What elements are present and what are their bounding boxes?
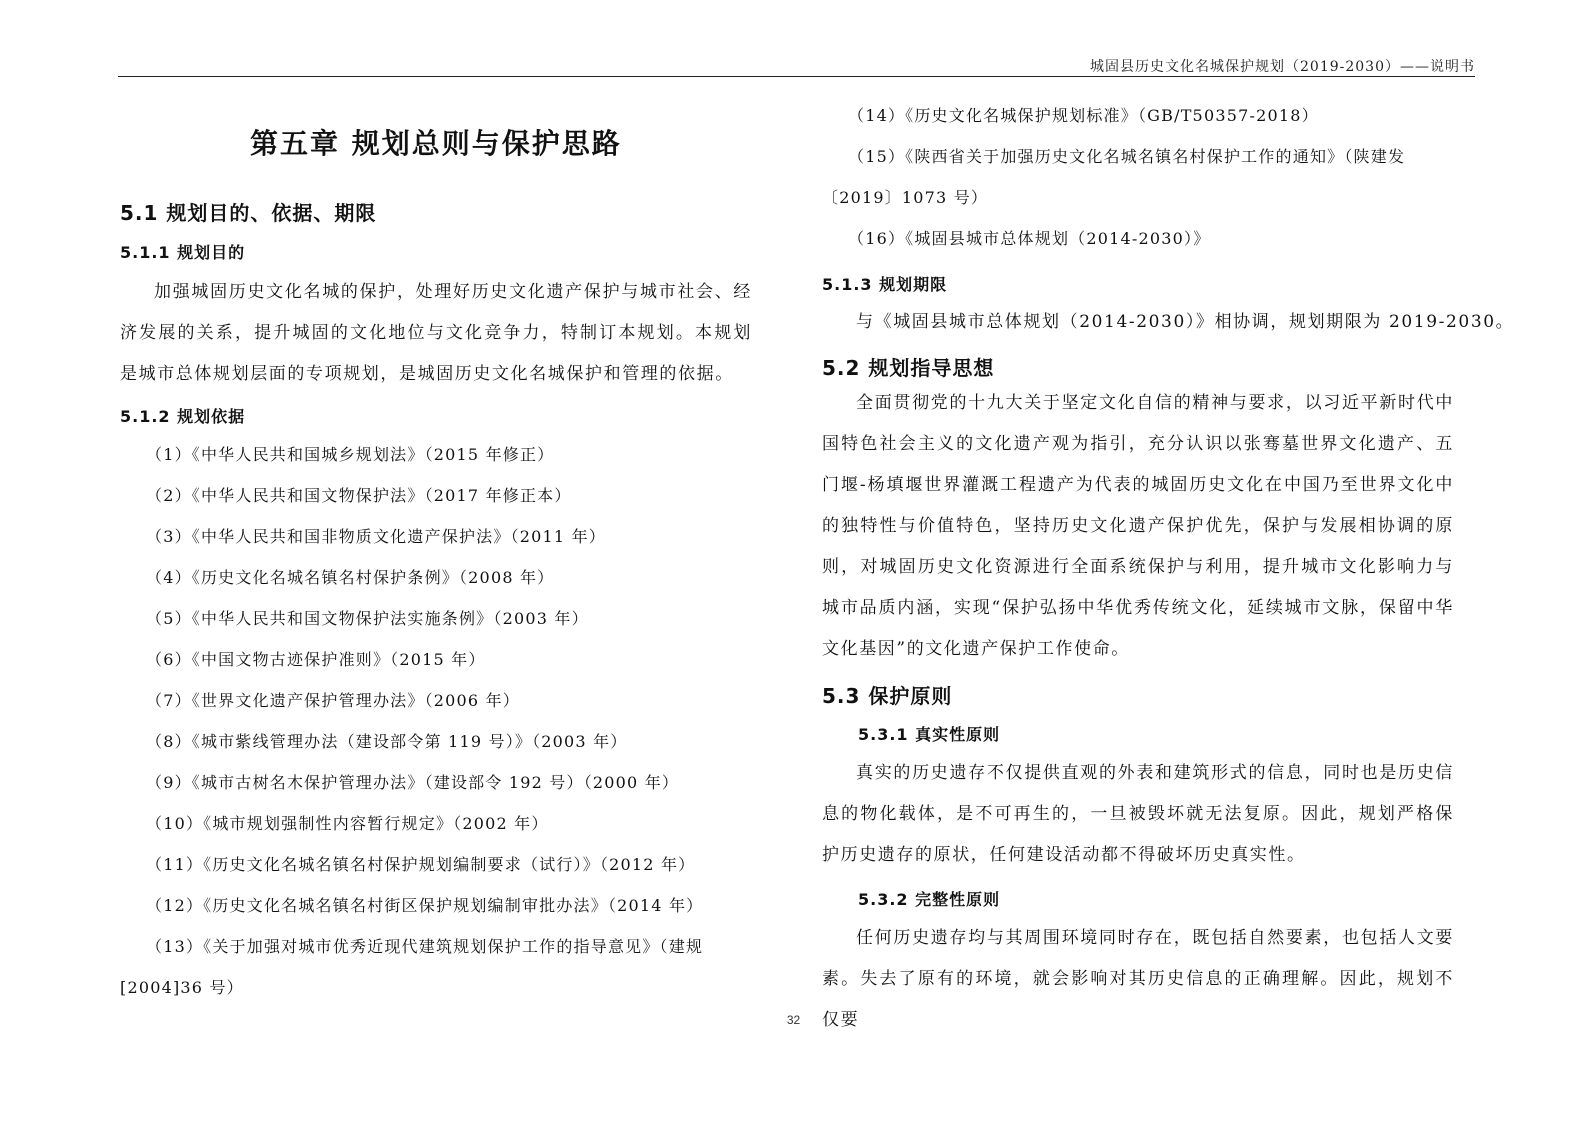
list-item: （15）《陕西省关于加强历史文化名城名镇名村保护工作的通知》（陕建发〔2019〕1073 号） bbox=[822, 147, 1406, 207]
period-paragraph bbox=[822, 302, 1515, 343]
list-item: （1）《中华人民共和国城乡规划法》（2015 年修正） bbox=[146, 445, 555, 464]
page-number: 32 bbox=[786, 1013, 801, 1027]
header-divider bbox=[118, 76, 1475, 77]
list-item: （10）《城市规划强制性内容暂行规定》（2002 年） bbox=[146, 814, 549, 833]
authenticity-paragraph bbox=[822, 753, 1454, 876]
guiding-thought-text: 全面贯彻党的十九大关于坚定文化自信的精神与要求，以习近平新时代中国特色社会主义的文化遗产观为指引，充分认识以张骞墓世界文化遗产、五门堰-杨填堰世界灌溉工程遗产为代表的城固历史文化在中国乃至世界文化中的独特性与价值特色，坚持历史文化遗产保护优先，保护与发展相协调的原则，对城固历史文化资源进行全面系统保护与利用，提升城市文化影响力与城市品质内涵，实现“保护弘扬中华优秀传统文化，延续城市文脉，保留中华文化基因”的文化遗产保护工作使命。 bbox=[822, 393, 1454, 659]
authenticity-text: 真实的历史遗存不仅提供直观的外表和建筑形式的信息，同时也是历史信息的物化载体，是不可再生的，一旦被毁坏就无法复原。因此，规划严格保护历史遗存的原状，任何建设活动都不得破坏历史真实性。 bbox=[822, 763, 1454, 865]
list-item: （5）《中华人民共和国文物保护法实施条例》（2003 年） bbox=[146, 609, 589, 628]
list-item: （9）《城市古树名木保护管理办法》（建设部令 192 号）（2000 年） bbox=[146, 773, 680, 792]
purpose-heading: 5.1.1 规划目的 bbox=[120, 243, 246, 262]
basis-list bbox=[146, 434, 756, 926]
purpose-text: 加强城固历史文化名城的保护，处理好历史文化遗产保护与城市社会、经济发展的关系，提升城固的文化地位与文化竞争力，特制订本规划。本规划是城市总体规划层面的专项规划，是城固历史文化名城保护和管理的依据。 bbox=[120, 282, 752, 384]
integrity-heading: 5.3.2 完整性原则 bbox=[858, 890, 1001, 909]
basis-heading: 5.1.2 规划依据 bbox=[120, 407, 246, 426]
period-heading: 5.1.3 规划期限 bbox=[822, 275, 948, 294]
list-item: （16）《城固县城市总体规划（2014-2030）》 bbox=[848, 229, 1211, 248]
section-5-2-title: 5.2 规划指导思想 bbox=[822, 356, 995, 380]
chapter-title: 第五章 规划总则与保护思路 bbox=[250, 127, 622, 160]
list-item: （13）《关于加强对城市优秀近现代建筑规划保护工作的指导意见》（建规[2004]36 号） bbox=[120, 937, 704, 997]
list-item: （4）《历史文化名城名镇名村保护条例》（2008 年） bbox=[146, 568, 555, 587]
running-header: 城固县历史文化名城保护规划（2019-2030）——说明书 bbox=[1090, 59, 1475, 75]
list-item: （7）《世界文化遗产保护管理办法》（2006 年） bbox=[146, 691, 520, 710]
guiding-thought-paragraph bbox=[822, 383, 1454, 670]
list-item: （14）《历史文化名城保护规划标准》（GB/T50357-2018） bbox=[848, 106, 1319, 125]
list-item: （2）《中华人民共和国文物保护法》（2017 年修正本） bbox=[146, 486, 572, 505]
period-text: 与《城固县城市总体规划（2014-2030）》相协调，规划期限为 2019-2030。 bbox=[856, 312, 1515, 332]
basis-list-continued bbox=[848, 95, 1458, 136]
basis-list-item-15 bbox=[822, 136, 1454, 218]
list-item: （8）《城市紫线管理办法（建设部令第 119 号）》（2003 年） bbox=[146, 732, 628, 751]
section-5-1-title: 5.1 规划目的、依据、期限 bbox=[120, 201, 377, 225]
purpose-paragraph bbox=[120, 272, 752, 395]
basis-list-item-16 bbox=[848, 218, 1458, 259]
list-item: （11）《历史文化名城名镇名村保护规划编制要求（试行）》（2012 年） bbox=[146, 855, 696, 874]
authenticity-heading: 5.3.1 真实性原则 bbox=[858, 725, 1001, 744]
basis-list-item-13 bbox=[120, 926, 752, 1008]
list-item: （12）《历史文化名城名镇名村街区保护规划编制审批办法》（2014 年） bbox=[146, 896, 704, 915]
integrity-text: 任何历史遗存均与其周围环境同时存在，既包括自然要素，也包括人文要素。失去了原有的环境，就会影响对其历史信息的正确理解。因此，规划不仅要 bbox=[822, 928, 1454, 1030]
section-5-3-title: 5.3 保护原则 bbox=[822, 684, 953, 708]
list-item: （3）《中华人民共和国非物质文化遗产保护法》（2011 年） bbox=[146, 527, 606, 546]
list-item: （6）《中国文物古迹保护准则》（2015 年） bbox=[146, 650, 486, 669]
